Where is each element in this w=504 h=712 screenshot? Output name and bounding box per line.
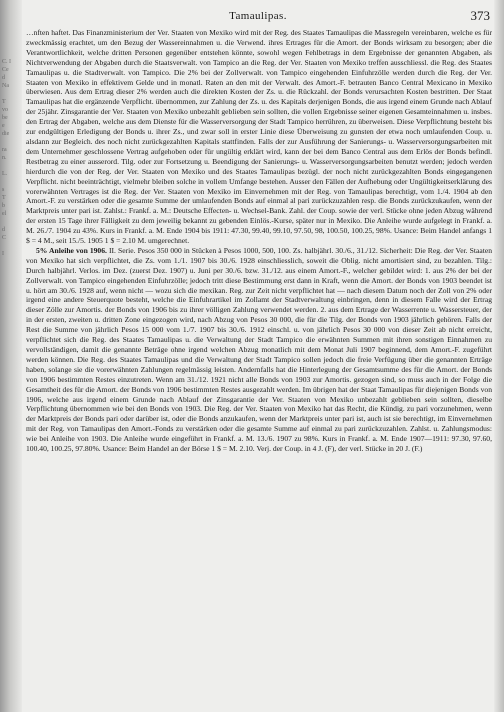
- paragraph-2: [26, 246, 492, 454]
- page-number: 373: [470, 8, 490, 23]
- paragraph-1: [26, 28, 492, 246]
- paragraph-text: II. Serie. Pesos 350 000 in Stücken à Pesos 1000, 500, 100. Zs. halbjährl. 30./6., 31./12. Sicherheit: Die Reg. der Ver. Staaten von Mexiko hat sich verpflichtet, die Zs. vom 1./1. 1907 bis 30./6. 1928 einschliesslich, soweit die Oblig. nicht amortisiert sind, zu bezahlen. Tilg.: Durch halbjährl. Verlos. im Dez. (zuerst Dez. 1907) u. Juni per 30./6. bzw. 31./12. aus einem Amort.-F., welcher gebildet wird: 1. aus 2% der bei der Zollverwalt. von Tampico eingehenden Einfuhrzölle; jedoch tritt diese Bestimmung erst dann in Kraft, wenn die Amort. der Bonds von 1903 beendet ist u. hört am 30./6. 1928 auf, wenn nicht — wozu sich die mexikan. Reg. zur Zeit nicht verpflichtet hat — nach diesem Datum noch der Zoll von 2% oder irgend eine andere Steuerquote besteht, welche die Einfuhrartikel im Zollamt der Stadtverwaltung einbringen, denn in diesem Falle wird der Ertrag dieser Zölle zur Amortis. der Bonds von 1906 bis zu ihrer völligen Zahlung verwendet werden. 2. aus dem Ertrage der Wasserrente u. Wassersteuer, der in der ersten, zweiten u. dritten Zone eingezogen wird, nach Abzug von Pesos 30 000, die für die Tilg. der Bonds von 1903 jährlich gehören. Falls der Rest die Summe von jährlich Pesos 15 000 vom 1./7. 1907 bis 30./6. 1912 einschl. u. von jährlich Pesos 30 000 von dieser Zeit ab nicht erreicht, verpflichtet sich die Reg. des Staates Tamaulipas u. die Verwaltung der Stadt Tampico die erwähnten Summen mit ihren sonstigen Einnahmen zu vervollständigen, damit die genannte Beträge ohne irgend welchen Abzug monatlich mit dem Monat Juli 1907 beginnend, dem Amort.-F. zugeführt werden können. Die Reg. des Staates Tamaulipas und die Verwaltung der Stadt Tampico sollen jedoch die freie Verfügung über die genannten Erträge haben, solange sie die vorerwähnten Zahlungen regelmässig leisten. Andernfalls hat die Hinterlegung der Gesamtsumme des für die Amort. der Bonds von 1906 bestimmten Restes einzutreten. Wenn am 31./12. 1921 nicht alle Bonds von 1903 zur Amortis. gezogen sind, so muss auch in der Folge die Gesamtheit des für die Amort. der Bonds von 1906 bestimmten Restes ausgezahlt werden. Im übrigen hat der Staat Tamaulipas für diejenigen Bonds von 1906, welche aus irgend einem Grunde nach Ablauf der Zinsgarantie der Ver. Staaten von Mexiko unbezahlt geblieben sein sollten, dieselbe Verpflichtung übernommen wie bei den Bonds von 1903. Die Reg. der Ver. Staaten von Mexiko hat das Recht, die Kündig. zu pari vorzunehmen, wenn der Marktpreis der Bonds pari oder darüber ist, oder die Bonds anzukaufen, wenn der Marktpreis unter pari ist, auch ist sie berechtigt, im Einvernehmen mit der Reg. von Tamaulipas den Amort.-Fonds zu verstärken oder die gesamte Summe auf einmal zu pari zurückzuzahlen. Zahlst. u. Zahlungsmodus: wie bei Anleihe von 1903. Die Anleihe wurde eingeführt in Frankf. a. M. 13./6. 1907 zu 98%. Kurs in Frankf. a. M. Ende 1907—1911: 97.30, 97.60, 100.40, 100.25, 97.80%. Usance: Beim Handel an der Börse 1 $ = M. 2.10. Verj. der Coup. in 4 J. (F), der verl. Stücke in 20 J. (F.): [26, 245, 492, 454]
- body-text: [26, 28, 492, 708]
- running-title: Tamaulipas.: [229, 10, 287, 22]
- page-edge-shadow: [494, 0, 504, 712]
- section-heading: 5% Anleihe von 1906.: [36, 245, 107, 255]
- paragraph-text: …nften haftet. Das Finanzministerium der Ver. Staaten von Mexiko wird mit der Reg. des Staates Tamaulipas die Massregeln vereinbaren, welche es für zweckmässig erachtet, um den Bezug der Wassereinnahmen u. die Verwend. ihres Ertrages für die Amort. der Bonds wirksam zu besorgen; aber die Verantwortlichkeit, welche dritten Personen gegenüber entstehen könnte, sowohl wegen Fehlbetrags in dem Ergebnisse der genannten Abgaben, als Nichtverwendung der Abgaben durch die Staatsverwalt. von Tampico an die Reg. der Ver. Staaten von Mexiko treffen ausschliessl. die Reg. des Staates Tamaulipas u. die Stadtverwalt. von Tampico. Die 2% bei der Zollverwalt. von Tampico eingehenden Einfuhrzölle werden durch die Reg. der Ver. Staaten von Mexiko in effektivem Gelde und in monatl. Raten an den mit der Verwalt. des Amort.-F. betrauten Banco Central Mexicano in Mexiko überwiesen. Aus dem Ertrag dieser 2% werden auch die direkten Kosten der Zs. u. die Rückzahl. der Bonds verursachten Kosten bestritten. Der Staat Tamaulipas hat die ergänzende Verpflicht. übernommen, zur Zahlung der Zs. u. des Kapitals derjenigen Bonds, die aus irgend einem Grunde nach Ablauf der 25jähr. Zinsgarantie der Ver. Staaten von Mexiko unbezahlt geblieben sein sollten, die vollen Ergebnisse seiner eigenen Gesamteinnahmen u. insbes. den Ertrag der Abgaben, welche aus dem Dienste für die Wasserversorgung der Stadt Tampico herrühren, zu überweisen. Diese Verpflichtung besteht bis zur endgültigen Erledigung der Bonds u. ihrer Zs., und zwar soll in erster Linie diese Überweisung zu gunsten der etwa noch umlaufenden Coup. u. alsdann zur Begleich. des noch nicht zurückgezahlten Kapitals stattfinden. Falls der zur Ausführung der Sanierungs- u. Wasserversorgungsarbeiten mit dem Unternehmer geschlossene Vertrag aufgehoben oder für ungültig erklärt wird, kann der bei dem Banco Central aus dem Erlös der Bonds befindl. Restbetrag zu einer ausserord. Tilg. oder zur Fortsetzung u. Beendigung der Sanierungs- u. Wasserversorgungsarbeiten benutzt werden; jedoch werden hierdurch die von der Reg. der Ver. Staaten von Mexiko und des Staates Tamaulipas bezügl. der noch nicht zurückgezahlten Bonds eingegangenen Verpflicht. nicht beeinträchtigt, vielmehr bleiben solche in vollem Umfange bestehen. Ausser den Fällen der Aufhebung oder Ungültigkeitserklärung des vorerwähnten Vertrages ist die Reg. der Ver. Staaten von Mexiko im Einvernehmen mit der Reg. von Tamaulipas berechtigt, vom 1./4. 1904 ab den Amort.-F. zu verstärken oder die gesamte Summe der umlaufenden Bonds auf einmal al pari zurückzuzahlen resp. die Bonds zurückzukaufen, wenn der Marktpreis unter pari ist. Zahlst.: Frankf. a. M.: Deutsche Effecten- u. Wechsel-Bank. Zahl. der Coup. sowie der verl. Stücke ohne jeden Abzug während der ersten 15 Tage ihrer Fälligkeit zu dem jeweilig bekannt zu gebenden Einlös.-Kurse, später nur in Mexiko. Die Anleihe wurde aufgelegt in Frankf. a. M. 26./7. 1904 zu 43%. Kurs in Frankf. a. M. Ende 1904 bis 1911: 47.30, 99.40, 99.10, 97.50, 98, 100.50, 100.25, 98%. Usance: Beim Handel anfangs 1 $ = 4 M., seit 15./5. 1905 1 $ = 2.10 M. umgerechnet.: [26, 28, 492, 246]
- page-header: [24, 10, 492, 26]
- gutter-bleed-text: C. I Ce d Na T vo be e die ra n. L. s T b el d C I: [2, 59, 11, 257]
- binding-gutter: [0, 0, 22, 712]
